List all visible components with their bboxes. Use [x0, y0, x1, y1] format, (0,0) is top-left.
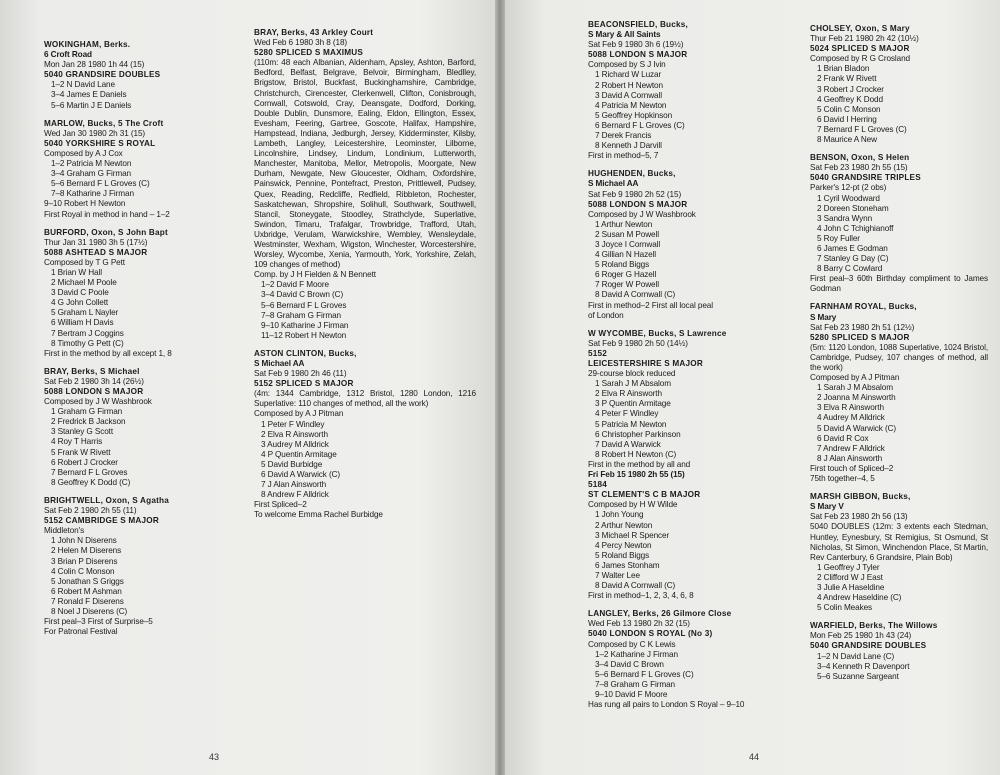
entry-line: 4 Peter F Windley [595, 409, 659, 419]
entry-line: 2 Elva R Ainsworth [595, 389, 662, 399]
entry-heading: 5088 LONDON S MAJOR [588, 50, 688, 60]
entry-line: 7–8 Katharine J Firman [51, 189, 134, 199]
entry-line: 5–6 Bernard F L Groves (C) [51, 179, 150, 189]
peal-entry [44, 228, 222, 359]
entry-heading: MARLOW, Bucks, 5 The Croft [44, 118, 164, 128]
entry-line: Composed by J W Washbrook [44, 397, 152, 407]
entry-line: 7 Bernard F L Groves [51, 467, 128, 477]
entry-line: 1 Graham G Firman [51, 407, 123, 417]
entry-line: Sat Feb 9 1980 2h 50 (14½) [588, 338, 688, 348]
entry-line: 5 David A Warwick (C) [817, 423, 897, 433]
entry-line: Thur Jan 31 1980 3h 5 (17½) [44, 237, 148, 247]
entry-line: 7–8 Graham G Firman [261, 310, 342, 320]
entry-line: 3 David A Cornwall [595, 90, 662, 100]
page-number-left: 43 [209, 752, 220, 762]
entry-line: 4 Andrew Haseldine (C) [817, 593, 902, 603]
entry-line: 6 Croft Road [44, 50, 92, 60]
entry-line: Sat Feb 9 1980 2h 46 (11) [254, 369, 347, 379]
entry-line: 2 Clifford W J East [817, 572, 883, 582]
entry-heading: LANGLEY, Berks, 26 Gilmore Close [588, 609, 732, 619]
entry-line: 3 Julie A Haseldine [817, 582, 885, 592]
entry-line: 1–2 David F Moore [261, 280, 329, 290]
entry-line: Composed by A J Cox [44, 148, 123, 158]
entry-line: Sat Feb 23 1980 2h 56 (13) [810, 512, 908, 522]
entry-line: 4 Geoffrey K Dodd [817, 94, 883, 104]
entry-line: To welcome Emma Rachel Burbidge [254, 510, 383, 520]
entry-line: 1 Arthur Newton [595, 219, 653, 229]
entry-line: 8 J Alan Ainsworth [817, 453, 883, 463]
entry-line: Sat Feb 9 1980 2h 52 (15) [588, 189, 682, 199]
entry-line: 1 John Young [595, 510, 644, 520]
entry-line: 7 Stanley G Day (C) [817, 254, 889, 264]
entry-line: 4 Gillian N Hazell [595, 250, 656, 260]
entry-line: Composed by H W Wilde [588, 500, 678, 510]
entry-line: Sat Feb 2 1980 3h 14 (26½) [44, 376, 144, 386]
entry-line: 5–6 Bernard F L Groves [261, 300, 347, 310]
entry-line: 5 Colin Meakes [817, 603, 873, 613]
column-2 [254, 28, 476, 529]
entry-line: Composed by R G Crosland [810, 54, 910, 64]
entry-line: 4 John C Tchighianoff [817, 223, 894, 233]
page-right [505, 0, 1000, 775]
entry-line: 1–2 N David Lane [51, 80, 115, 90]
entry-line: 2 Michael M Poole [51, 278, 117, 288]
entry-line: 4 P Quentin Armitage [261, 449, 337, 459]
entry-line: 6 David I Herring [817, 114, 877, 124]
entry-line: 3 Michael R Spencer [595, 530, 670, 540]
entry-line: Thur Feb 21 1980 2h 42 (10½) [810, 34, 919, 44]
entry-line: Composed by C K Lewis [588, 639, 676, 649]
entry-line: Mon Jan 28 1980 1h 44 (15) [44, 60, 145, 70]
entry-line: 2 Robert H Newton [595, 80, 663, 90]
entry-line: 1–2 Patricia M Newton [51, 159, 132, 169]
entry-line: 7 Roger W Powell [595, 280, 659, 290]
entry-line: 75th together–4, 5 [810, 474, 875, 484]
entry-line: 9–10 David F Moore [595, 690, 668, 699]
entry-line: 6 William H Davis [51, 318, 114, 328]
entry-line: 11–12 Robert H Newton [261, 330, 347, 340]
entry-line: 1 John N Diserens [51, 536, 117, 546]
entry-heading: WOKINGHAM, Berks. [44, 40, 131, 49]
peal-entry [588, 20, 808, 161]
peal-entry [588, 609, 808, 710]
entry-line: 6 Roger G Hazell [595, 270, 657, 280]
entry-line: 1 Brian W Hall [51, 267, 102, 277]
entry-line: 3–4 David C Brown (C) [261, 290, 344, 300]
entry-line: of London [588, 310, 624, 320]
entry-line: 5 Patricia M Newton [595, 419, 667, 429]
entry-line: 6 James Stonham [595, 560, 660, 570]
entry-line: First in the method by all and [588, 459, 691, 469]
entry-heading: BEACONSFIELD, Bucks, [588, 20, 688, 29]
entry-line: 5 Roland Biggs [595, 550, 650, 560]
peal-entry [810, 492, 988, 613]
entry-heading: BRAY, Berks, S Michael [44, 366, 140, 376]
entry-line: Fri Feb 15 1980 2h 55 (15) [588, 470, 685, 480]
entry-line: 3 Stanley G Scott [51, 427, 114, 437]
entry-line: 4 Percy Newton [595, 540, 652, 550]
peal-entry [810, 302, 988, 484]
entry-line: 5 Graham L Nayler [51, 308, 119, 318]
entry-line: 1–2 Katharine J Firman [595, 649, 678, 659]
entry-line: 1–2 N David Lane (C) [817, 651, 895, 661]
entry-line: 3–4 Kenneth R Davenport [817, 661, 910, 671]
entry-heading: 5040 YORKSHIRE S ROYAL [44, 138, 156, 148]
peal-entry [588, 329, 808, 602]
entry-line: Composed by A J Pitman [254, 409, 344, 419]
entry-line: 2 Frank W Rivett [817, 74, 877, 84]
entry-line: First in method–1, 2, 3, 4, 6, 8 [588, 591, 694, 601]
entry-line: 8 Kenneth J Darvill [595, 141, 662, 151]
entry-line: 8 Maurice A New [817, 135, 877, 145]
entry-heading: 5152 [588, 348, 608, 358]
entry-line: 6 David R Cox [817, 433, 869, 443]
entry-heading: BURFORD, Oxon, S John Bapt [44, 227, 168, 237]
entry-heading: LEICESTERSHIRE S MAJOR [588, 359, 703, 368]
entry-line: 29-course block reduced [588, 369, 676, 379]
peal-entry [810, 153, 988, 294]
entry-line: 3 David C Poole [51, 288, 109, 298]
entry-heading: 5040 GRANDSIRE DOUBLES [44, 70, 161, 80]
entry-line: 8 Barry C Cowlard [817, 264, 883, 274]
entry-line: First Royal in method in hand – 1–2 [44, 209, 170, 219]
entry-line: For Patronal Festival [44, 627, 118, 637]
entry-line: 7 J Alan Ainsworth [261, 480, 327, 490]
entry-line: 3 Sandra Wynn [817, 213, 873, 223]
book-gutter [495, 0, 505, 775]
entry-line: 3–4 Graham G Firman [51, 169, 132, 179]
entry-line: Parker's 12-pt (2 obs) [810, 183, 887, 193]
entry-line: 2 Fredrick B Jackson [51, 417, 126, 427]
entry-line: 1 Geoffrey J Tyler [817, 562, 880, 572]
entry-heading: ASTON CLINTON, Bucks, [254, 348, 357, 358]
entry-line: 6 Robert M Ashman [51, 586, 122, 596]
entry-line: Mon Feb 25 1980 1h 43 (24) [810, 631, 912, 641]
entry-line: 2 Elva R Ainsworth [261, 429, 328, 439]
entry-line: Sat Feb 23 1980 2h 55 (15) [810, 163, 908, 173]
entry-line: 7 David A Warwick [595, 439, 661, 449]
entry-line: 5–6 Suzanne Sargeant [817, 671, 899, 681]
entry-line: Composed by A J Pitman [810, 373, 900, 383]
entry-line: Wed Feb 13 1980 2h 32 (15) [588, 619, 690, 629]
entry-line: 1 Brian Bladon [817, 64, 870, 74]
peal-entry [254, 349, 476, 521]
entry-line: (110m: 48 each Albanian, Aldenham, Apsley, Ashton, Barford, Bedford, Belfast, Belgrave, Belvoir, Birmingham, Bledlley, Brigstow, Bristol, Buckfast, Buckinghamshire, Cambridge, Christchurch, Cirencester, Clerkenwell, Clifton, Conisbrough, Cornwall, Cotswold, Cray, Deansgate, Dodford, Dorking, Double Dublin, Dunsmore, Ealing, Eldon, Ellington, Essex, Evesham, Feering, Gartree, Goscote, Halifax, Hampshire, Hampstead, Indiana, Jedburgh, Jersey, Kidderminster, Kilsby, Lambeth, Langley, Leicestershire, Leominster, Lilborne, Lincolnshire, Lindsey, Lindum, Londinium, Lutterworth, Manchester, Manitoba, Mellor, Metropolis, Moorgate, New Durham, Newgate, New Gloucester, Oldham, Oxfordshire, Painswick, Pennine, Pontefract, Preston, Prittlewell, Pudsey, Quex, Reading, Redcliffe, Redfield, Ribbleton, Rochester, Saskatchewan, Shropshire, Solihull, Southwark, Southwell, Stancil, Stoneygate, Stoodley, Strathclyde, Superlative, Swindon, Timaru, Trafalgar, Trowbridge, Trafford, Utah, Uxbridge, Verulam, Warwickshire, Wembley, Wensleydale, Westminster, Wexham, Wigston, Winchester, Worcestershire, Worsley, Wycombe, Xenia, Yarmouth, York, Yorkshire, Zelah, 109 changes of method) [254, 58, 476, 270]
entry-line: S Mary [810, 312, 837, 322]
entry-line: Sat Feb 2 1980 2h 55 (11) [44, 506, 137, 516]
entry-line: 9–10 Katharine J Firman [261, 320, 349, 330]
entry-heading: 5184 [588, 480, 608, 490]
entry-line: Composed by J W Washbrook [588, 209, 696, 219]
peal-entry [44, 496, 222, 637]
entry-line: 7 Bertram J Coggins [51, 328, 124, 338]
entry-line: 2 Doreen Stoneham [817, 203, 889, 213]
entry-line: Wed Jan 30 1980 2h 31 (15) [44, 128, 146, 138]
peal-entry [810, 621, 988, 682]
entry-heading: 5040 LONDON S ROYAL (No 3) [588, 629, 713, 639]
entry-line: Wed Feb 6 1980 3h 8 (18) [254, 38, 348, 48]
entry-line: 3 Audrey M Alldrick [261, 439, 329, 449]
entry-heading: BRAY, Berks, 43 Arkley Court [254, 28, 374, 37]
entry-line: 8 Geoffrey K Dodd (C) [51, 477, 131, 487]
entry-line: First in method–2 First all local peal [588, 300, 713, 310]
entry-line: 5 Geoffrey Hopkinson [595, 110, 673, 120]
entry-heading: 5280 SPLICED S MAJOR [810, 332, 910, 342]
entry-line: 5 Frank W Rivett [51, 447, 111, 457]
entry-line: 8 Noel J Diserens (C) [51, 606, 128, 616]
entry-line: Middleton's [44, 526, 85, 536]
entry-line: 7–8 Graham G Firman [595, 679, 676, 689]
entry-heading: W WYCOMBE, Bucks, S Lawrence [588, 328, 727, 338]
entry-line: 5 Roy Fuller [817, 233, 860, 243]
page-left [0, 0, 495, 775]
peal-entry [254, 28, 476, 341]
entry-line: Comp. by J H Fielden & N Bennett [254, 270, 376, 280]
entry-heading: MARSH GIBBON, Bucks, [810, 492, 911, 502]
entry-line: 3 Robert J Crocker [817, 84, 884, 94]
entry-line: 5040 DOUBLES (12m: 3 extents each Stedman, Huntley, Eynesbury, St Remigius, St Osmund, St Nicholas, St Simon, Winchendon Place, St Martin, Rev Canterbury, 6 Grandsire, Plain Bob) [810, 522, 988, 562]
entry-line: 2 Helen M Diserens [51, 546, 122, 556]
entry-heading: 5088 LONDON S MAJOR [44, 387, 144, 396]
entry-line: 4 Audrey M Alldrick [817, 413, 885, 423]
entry-line: 5 Colin C Monson [817, 104, 881, 114]
entry-heading: BENSON, Oxon, S Helen [810, 153, 910, 163]
entry-line: 7 Walter Lee [595, 570, 640, 580]
entry-line: 5 Jonathan S Griggs [51, 576, 124, 586]
page-number-right: 44 [749, 752, 760, 762]
peal-entry [44, 40, 222, 111]
entry-line: First Spliced–2 [254, 500, 307, 510]
entry-line: Has rung all pairs to London S Royal – 9–10 [588, 700, 745, 710]
entry-heading: CHOLSEY, Oxon, S Mary [810, 24, 910, 33]
entry-line: 8 Timothy G Pett (C) [51, 338, 124, 348]
entry-line: 2 Arthur Newton [595, 520, 653, 530]
entry-line: 9–10 Robert H Newton [44, 199, 126, 209]
entry-line: First peal–3 First of Surprise–5 [44, 617, 153, 627]
entry-line: 1 Cyril Woodward [817, 193, 880, 203]
entry-line: 3 Elva R Ainsworth [817, 403, 884, 413]
entry-line: 6 Robert J Crocker [51, 457, 118, 467]
entry-line: 2 Susan M Powell [595, 229, 659, 239]
column-1 [44, 40, 222, 645]
entry-line: Composed by S J Ivin [588, 60, 666, 70]
entry-line: S Mary & All Saints [588, 30, 661, 40]
entry-line: 1 Sarah J M Absalom [817, 383, 893, 393]
entry-line: 4 Roy T Harris [51, 437, 103, 447]
peal-entry [588, 169, 808, 320]
entry-line: 5–6 Martin J E Daniels [51, 100, 132, 110]
entry-line: 4 G John Collett [51, 298, 109, 308]
column-3 [588, 20, 808, 718]
entry-heading: HUGHENDEN, Bucks, [588, 169, 676, 179]
entry-line: First peal–3 60th Birthday compliment to James Godman [810, 274, 988, 294]
entry-heading: ST CLEMENT'S C B MAJOR [588, 490, 701, 500]
entry-line: 3–4 James E Daniels [51, 90, 127, 100]
entry-line: 5 Roland Biggs [595, 260, 650, 270]
entry-line: Sat Feb 23 1980 2h 51 (12½) [810, 322, 915, 332]
entry-line: 6 James E Godman [817, 243, 888, 253]
entry-line: S Michael AA [254, 359, 305, 368]
entry-line: 8 Robert H Newton (C) [595, 449, 677, 459]
entry-heading: 5024 SPLICED S MAJOR [810, 44, 910, 54]
entry-heading: 5152 CAMBRIDGE S MAJOR [44, 516, 159, 526]
entry-line: 3–4 David C Brown [595, 659, 664, 669]
entry-line: 8 David A Cornwall (C) [595, 581, 676, 591]
entry-line: 8 Andrew F Alldrick [261, 490, 329, 500]
entry-line: 7 Bernard F L Groves (C) [817, 124, 907, 134]
entry-line: 6 David A Warwick (C) [261, 470, 341, 480]
entry-line: (4m: 1344 Cambridge, 1312 Bristol, 1280 London, 1216 Superlative: 110 changes of method, all the work) [254, 389, 476, 409]
entry-line: First touch of Spliced–2 [810, 463, 894, 473]
entry-heading: 5088 ASHTEAD S MAJOR [44, 247, 148, 257]
entry-line: 6 Bernard F L Groves (C) [595, 120, 685, 130]
entry-line: 4 Colin C Monson [51, 566, 115, 576]
entry-line: 7 Derek Francis [595, 131, 652, 141]
peal-entry [810, 24, 988, 145]
entry-line: Sat Feb 9 1980 3h 6 (19½) [588, 40, 684, 50]
entry-heading: BRIGHTWELL, Oxon, S Agatha [44, 495, 169, 505]
entry-heading: 5280 SPLICED S MAXIMUS [254, 48, 364, 58]
entry-heading: WARFIELD, Berks, The Willows [810, 621, 938, 631]
column-4 [810, 24, 988, 690]
entry-line: 5 David Burbidge [261, 459, 323, 469]
entry-line: (5m: 1120 London, 1088 Superlative, 1024 Bristol, Cambridge, Pudsey, 107 changes of method, all the work) [810, 342, 988, 372]
entry-line: 1 Richard W Luzar [595, 70, 662, 80]
entry-line: 2 Joanna M Ainsworth [817, 393, 896, 403]
entry-heading: 5152 SPLICED S MAJOR [254, 379, 354, 389]
entry-line: First in method–5, 7 [588, 151, 659, 161]
entry-line: 3 P Quentin Armitage [595, 399, 671, 409]
entry-line: S Mary V [810, 502, 844, 512]
entry-line: Composed by T G Pett [44, 257, 125, 267]
entry-line: 8 David A Cornwall (C) [595, 290, 676, 300]
entry-heading: 5088 LONDON S MAJOR [588, 199, 688, 209]
entry-heading: FARNHAM ROYAL, Bucks, [810, 302, 917, 312]
entry-heading: 5040 GRANDSIRE DOUBLES [810, 641, 927, 651]
entry-line: 7 Andrew F Alldrick [817, 443, 885, 453]
peal-entry [44, 367, 222, 488]
entry-line: 5–6 Bernard F L Groves (C) [595, 669, 694, 679]
peal-entry [44, 119, 222, 220]
entry-line: 6 Christopher Parkinson [595, 429, 681, 439]
entry-line: 7 Ronald F Diserens [51, 596, 124, 606]
entry-heading: 5040 GRANDSIRE TRIPLES [810, 173, 921, 183]
entry-line: 1 Peter F Windley [261, 419, 325, 429]
entry-line: 3 Joyce I Cornwall [595, 239, 661, 249]
entry-line: 3 Brian P Diserens [51, 556, 118, 566]
entry-line: 4 Patricia M Newton [595, 100, 667, 110]
entry-line: 1 Sarah J M Absalom [595, 379, 671, 389]
entry-line: First in the method by all except 1, 8 [44, 348, 172, 358]
entry-line: S Michael AA [588, 179, 639, 189]
